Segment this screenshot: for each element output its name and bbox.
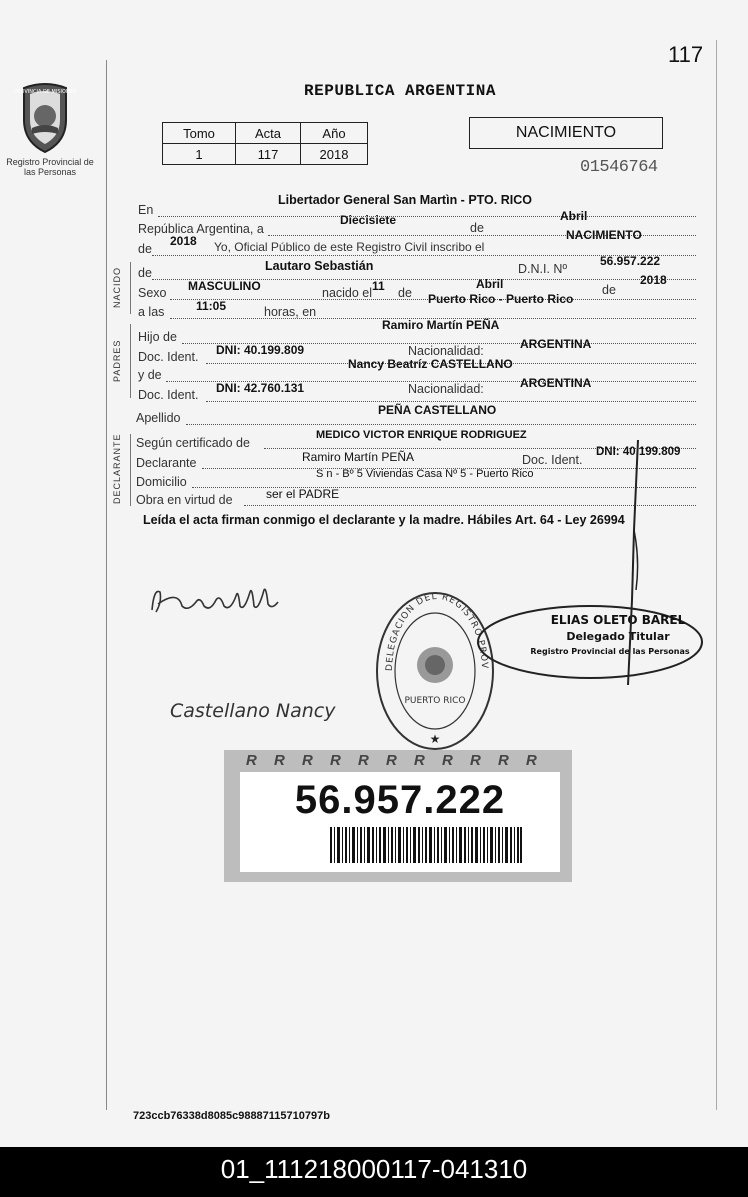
value-hora: 11:05 (196, 299, 227, 313)
logo-lettering: PROVINCIA DE MISIONES (14, 89, 76, 95)
label-nacido-el: nacido el (322, 286, 373, 300)
value-obra: ser el PADRE (266, 487, 340, 501)
declarante-bracket (130, 434, 131, 506)
label-segun: Según certificado de (136, 436, 250, 450)
value-mes-nac: Abril (476, 277, 504, 291)
label-de-mes: de (398, 286, 412, 300)
label-sexo: Sexo (138, 286, 167, 300)
value-madre: Nancy Beatríz CASTELLANO (348, 357, 513, 371)
document-hash: 723ccb76338d8085c98887115710797b (133, 1110, 330, 1122)
value-lugar: Libertador General San Martìn - PTO. RICO (278, 193, 532, 207)
document-title: REPUBLICA ARGENTINA (304, 82, 496, 100)
label-republica: República Argentina, a (138, 222, 264, 236)
acta-value: 117 (236, 144, 301, 165)
value-padre-dni: DNI: 40.199.809 (216, 343, 305, 357)
right-margin-line (716, 40, 717, 1110)
label-hijo-de: Hijo de (138, 330, 177, 344)
value-declarante-dni: DNI: 40.199.809 (596, 446, 681, 458)
record-type-box: NACIMIENTO (469, 117, 663, 149)
declarant-signature (148, 582, 288, 627)
value-madre-dni: DNI: 42.760.131 (216, 381, 305, 395)
barcode (330, 827, 522, 863)
label-de-anio: de (602, 283, 616, 297)
left-margin-line (106, 60, 107, 1110)
seal-center-text: PUERTO RICO (404, 696, 466, 706)
value-inscribe: NACIMIENTO (566, 228, 642, 242)
acta-header: Acta (236, 123, 301, 144)
label-nacionalidad-2: Nacionalidad: (408, 382, 484, 396)
page-number: 117 (668, 42, 704, 67)
value-mes: Abril (560, 209, 588, 223)
stamp-office: Registro Provincial de las Personas (530, 647, 690, 656)
label-y-de: y de (138, 368, 162, 382)
label-de: de (470, 221, 484, 235)
official-stamp (470, 592, 710, 697)
value-madre-nac: ARGENTINA (520, 376, 592, 390)
nacido-bracket (130, 262, 131, 314)
padres-bracket (130, 324, 131, 398)
id-number-sticker: R R R R R R R R R R R 56.957.222 (224, 750, 572, 882)
seal-ring-text: DELEGACION DEL REGISTRO PROV (384, 591, 490, 672)
label-de2: de (138, 242, 152, 256)
label-doc-ident: Doc. Ident. (138, 350, 199, 364)
label-nacionalidad: Nacionalidad: (408, 344, 484, 358)
value-padre-nac: ARGENTINA (520, 337, 592, 351)
value-domicilio: S n - Bº 5 Viviendas Casa Nº 5 - Puerto Rico (316, 468, 534, 480)
label-yo: Yo, Oficial Público de este Registro Civil inscribo el (214, 240, 485, 254)
label-apellido: Apellido (136, 411, 181, 425)
scan-footer-id: 01_111218000117-041310 (0, 1147, 748, 1197)
value-dni: 56.957.222 (600, 254, 661, 268)
label-domicilio: Domicilio (136, 475, 187, 489)
value-nombre: Lautaro Sebastián (265, 259, 374, 273)
stamp-title: Delegado Titular (566, 630, 670, 643)
side-label-padres: PADRES (112, 339, 122, 382)
side-label-nacido: NACIDO (112, 266, 122, 308)
serial-number: 01546764 (580, 158, 658, 177)
svg-text:★: ★ (429, 732, 441, 746)
province-crest-logo (14, 80, 76, 154)
mother-signature: Castellano Nancy (170, 700, 336, 722)
stamp-name: ELIAS OLETO BAREL (550, 613, 686, 627)
label-doc-ident-2: Doc. Ident. (138, 388, 199, 402)
label-obra: Obra en virtud de (136, 493, 233, 507)
closing-paragraph: Leída el acta firman conmigo el declarante y la madre. Hábiles Art. 64 - Ley 26994 (143, 513, 625, 527)
value-padre: Ramiro Martín PEÑA (382, 318, 500, 332)
volume-record-year-table (162, 122, 368, 165)
value-certificado: MEDICO VICTOR ENRIQUE RODRIGUEZ (316, 429, 527, 441)
label-declarante: Declarante (136, 456, 197, 470)
anio-value: 2018 (301, 144, 368, 165)
anio-header: Año (301, 123, 368, 144)
tomo-header: Tomo (163, 123, 236, 144)
label-en: En (138, 203, 154, 217)
value-lugar-nac: Puerto Rico - Puerto Rico (428, 292, 574, 306)
label-nacido-de: de (138, 266, 152, 280)
value-declarante: Ramiro Martín PEÑA (302, 450, 415, 464)
value-anio-nac: 2018 (640, 273, 667, 287)
value-anio: 2018 (170, 234, 197, 248)
label-horas-en: horas, en (264, 305, 317, 319)
label-a-las: a las (138, 305, 165, 319)
label-dni: D.N.I. Nº (518, 262, 568, 276)
side-label-declarante: DECLARANTE (112, 433, 122, 504)
sticker-id-number: 56.957.222 (294, 778, 506, 822)
registry-label: Registro Provincial de las Personas (6, 157, 94, 177)
value-dia: Diecisiete (340, 213, 397, 227)
tomo-value: 1 (163, 144, 236, 165)
value-apellido: PEÑA CASTELLANO (378, 403, 497, 417)
label-doc-ident-3: Doc. Ident. (522, 453, 583, 467)
value-sexo: MASCULINO (188, 279, 261, 293)
value-dia-nac: 11 (372, 279, 385, 293)
official-signature-stroke (620, 440, 650, 695)
